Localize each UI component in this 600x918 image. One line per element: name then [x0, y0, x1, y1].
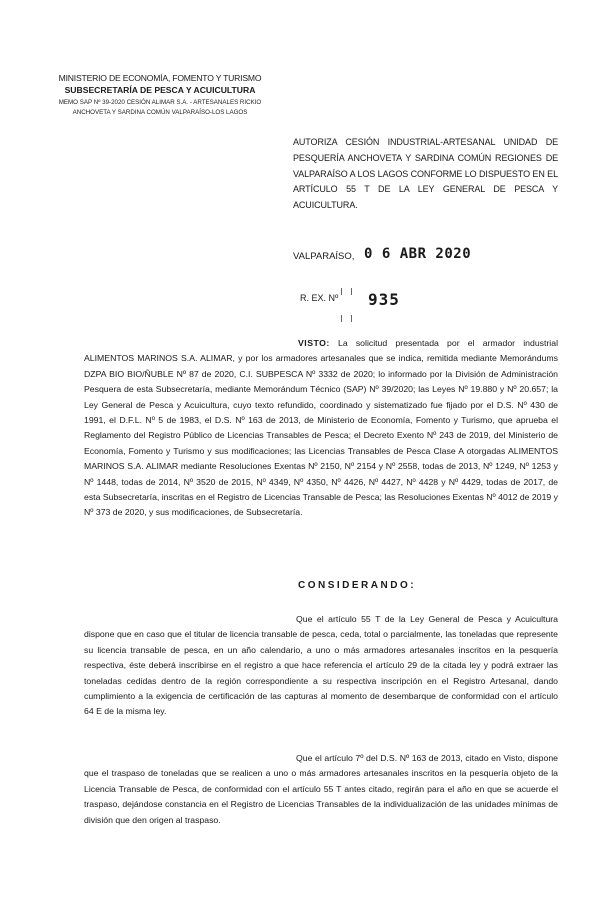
- memo-line-1: MEMO SAP Nº 39-2020 CESIÓN ALIMAR S.A. - ARTESANALES RICKIO: [58, 99, 262, 106]
- visto-label: VISTO:: [298, 338, 330, 348]
- visto-text: La solicitud presentada por el armador industrial ALIMENTOS MARINOS S.A. ALIMAR, y por los armadores artesanales que se indica, remitida mediante Memorándums DZPA BIO BIO/ÑUBLE Nº 87 de 2020, C.I. SUBPESCA Nº 3332 de 2020; lo informado por la División de Administración Pesquera de esta Subsecretaría, mediante Memorándum Técnico (SAP) Nº 39/2020; las Leyes Nº 19.880 y Nº 20.657; la Ley General de Pesca y Acuicultura, cuyo texto refundido, coordinado y sistematizado fue fijado por el D.S. Nº 430 de 1991, el D.F.L. Nº 5 de 1983, el D.S. Nº 163 de 2013, de Ministerio de Economía, Fomento y Turismo, que aprueba el Reglamento del Registro Público de Licencias Transables de Pesca; el Decreto Exento Nº 243 de 2019, del Ministerio de Economía, Fomento y Turismo y sus modificaciones; las Licencias Transables de Pesca Clase A otorgadas ALIMENTOS MARINOS S.A. ALIMAR mediante Resoluciones Exentas Nº 2150, Nº 2154 y Nº 2558, todas de 2013, Nº 1249, Nº 1253 y Nº 1448, todas de 2014, Nº 3520 de 2015, Nº 4349, Nº 4350, Nº 4426, Nº 4427, Nº 4428 y Nº 4429, todas de 2017, de esta Subsecretaría, inscritas en el Registro de Licencias Transable de Pesca; las Resoluciones Exentas Nº 4012 de 2019 y Nº 373 de 2020, y sus modificaciones, de Subsecretaría.: [84, 338, 559, 518]
- stamp-mark: [341, 288, 342, 295]
- ministry-name: MINISTERIO DE ECONOMÍA, FOMENTO Y TURISMO: [58, 73, 262, 83]
- memo-line-2: ANCHOVETA Y SARDINA COMÚN VALPARAÍSO-LOS LAGOS: [72, 109, 248, 116]
- place-label: VALPARAÍSO,: [293, 251, 355, 262]
- stamp-mark: [351, 288, 352, 295]
- resolution-label: R. EX. Nº: [300, 293, 339, 303]
- resolution-subject: AUTORIZA CESIÓN INDUSTRIAL-ARTESANAL UNIDAD DE PESQUERÍA ANCHOVETA Y SARDINA COMÚN REGIONES DE VALPARAÍSO A LOS LAGOS CONFORME LO DISPUESTO EN EL ARTÍCULO 55 T DE LA LEY GENERAL DE PESCA Y ACUICULTURA.: [293, 137, 558, 211]
- memo-reference: [40, 98, 280, 118]
- stamp-mark: [351, 315, 352, 322]
- considerando-paragraph-2: Que el artículo 7º del D.S. Nº 163 de 2013, citado en Visto, dispone que el traspaso de toneladas que se realicen a uno o más armadores artesanales inscritos en la pesquería objeto de la Licencia Transable de Pesca, de conformidad con el artículo 55 T antes citado, regirán para el año en que se acuerde el traspaso, dejándose constancia en el Registro de Licencias Transables de la individualización de las unidades mínimas de división que den origen al traspaso.: [84, 753, 558, 825]
- considerando-paragraph-1: Que el artículo 55 T de la Ley General de Pesca y Acuicultura dispone que en caso que el titular de licencia transable de pesca, ceda, total o parcialmente, las toneladas que represente su licencia transable de pesca, en un año calendario, a uno o más armadores artesanales inscritos en la pesquería respectiva, éste deberá inscribirse en el registro a que hace referencia el artículo 29 de la citada ley y podrá extraer las toneladas cedidas dentro de la región correspondiente a su respectiva inscripción en el Registro Artesanal, dando cumplimiento a la exigencia de certificación de las capturas al momento de desembarque de conformidad con el artículo 64 E de la misma ley.: [84, 614, 558, 717]
- stamp-mark: [341, 315, 342, 322]
- considerando-heading: CONSIDERANDO:: [298, 580, 417, 591]
- visto-paragraph: [84, 336, 558, 521]
- resolution-number: 935: [368, 290, 400, 309]
- subsecretary-name: SUBSECRETARÍA DE PESCA Y ACUICULTURA: [64, 85, 256, 95]
- ministry-header: [40, 72, 280, 96]
- date-stamp: 0 6 ABR 2020: [364, 246, 472, 262]
